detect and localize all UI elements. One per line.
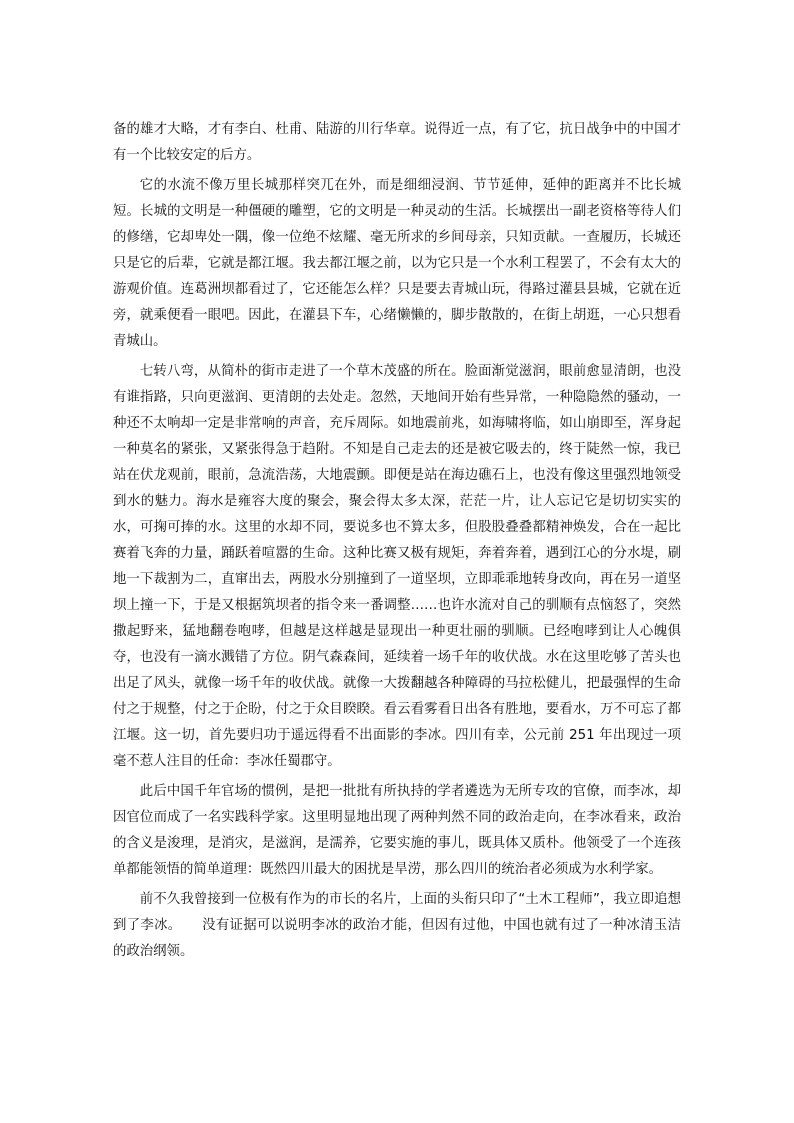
paragraph-2: 它的水流不像万里长城那样突兀在外，而是细细浸润、节节延伸，延伸的距离并不比长城短。长城的文明是一种僵硬的雕塑，它的文明是一种灵动的生活。长城摆出一副老资格等待人们的修缮，它却卑处一隅，像一位绝不炫耀、毫无所求的乡间母亲，只知贡献。一查履历，长城还只是它的后辈，它就是都江堰。我去都江堰之前，以为它只是一个水利工程罢了，不会有太大的游观价值。连葛洲坝都看过了，它还能怎么样？只是要去青城山玩，得路过灌县县城，它就在近旁，就乘便看一眼吧。因此，在灌县下车，心绪懒懒的，脚步散散的，在街上胡逛，一心只想看青城山。 <box>113 178 681 349</box>
paragraph-4: 此后中国千年官场的惯例，是把一批批有所执持的学者遴选为无所专攻的官僚，而李冰，却因官位而成了一名实践科学家。这里明显地出现了两种判然不同的政治走向，在李冰看来，政治的含义是浚理，是消灾，是滋润，是濡养，它要实施的事儿，既具体又质朴。他领受了一个连孩单都能领悟的简单道理：既然四川最大的困扰是旱涝，那么四川的统治者必须成为水利学家。 <box>113 784 681 877</box>
document-body <box>113 117 681 969</box>
paragraph-5: 前不久我曾接到一位极有作为的市长的名片，上面的头衔只印了“土木工程师”，我立即追想到了李冰。 没有证据可以说明李冰的政治才能，但因有过他，中国也就有过了一种冰清玉洁的政治纲领。 <box>113 892 681 959</box>
paragraph-1: 备的雄才大略，才有李白、杜甫、陆游的川行华章。说得近一点，有了它，抗日战争中的中国才有一个比较安定的后方。 <box>113 122 681 163</box>
paragraph-3: 七转八弯，从简朴的街市走进了一个草木茂盛的所在。脸面渐觉滋润，眼前愈显清朗，也没有谁指路，只向更滋润、更清朗的去处走。忽然，天地间开始有些异常，一种隐隐然的骚动，一种还不太响却一定是非常响的声音，充斥周际。如地震前兆，如海啸将临，如山崩即至，浑身起一种莫名的紧张，又紧张得急于趋附。不知是自己走去的还是被它吸去的，终于陡然一惊，我已站在伏龙观前，眼前，急流浩荡，大地震颤。即便是站在海边礁石上，也没有像这里强烈地领受到水的魅力。海水是雍容大度的聚会，聚会得太多太深，茫茫一片，让人忘记它是切切实实的水，可掬可捧的水。这里的水却不同，要说多也不算太多，但股股叠叠都精神焕发，合在一起比赛着飞奔的力量，踊跃着喧嚣的生命。这种比赛又极有规矩，奔着奔着，遇到江心的分水堤，刷地一下裁割为二，直窜出去，两股水分别撞到了一道坚坝，立即乖乖地转身改向，再在另一道坚坝上撞一下，于是又根据筑坝者的指令来一番调整……也许水流对自己的驯顺有点恼怒了，突然撒起野来，猛地翻卷咆哮，但越是这样越是显现出一种更壮丽的驯顺。已经咆哮到让人心魄俱夺，也没有一滴水溅错了方位。阴气森森间，延续着一场千年的收伏战。水在这里吃够了苦头也出足了风头，就像一场千年的收伏战。就像一大拨翻越各种障碍的马拉松健儿，把最强悍的生命付之于规整，付之于企盼，付之于众目睽睽。看云看雾看日出各有胜地，要看水，万不可忘了都江堰。这一切，首先要归功于遥远得看不出面影的李冰。四川有幸，公元前 251 年出现过一项毫不惹人注目的任命：李冰任蜀郡守。 <box>113 364 681 769</box>
